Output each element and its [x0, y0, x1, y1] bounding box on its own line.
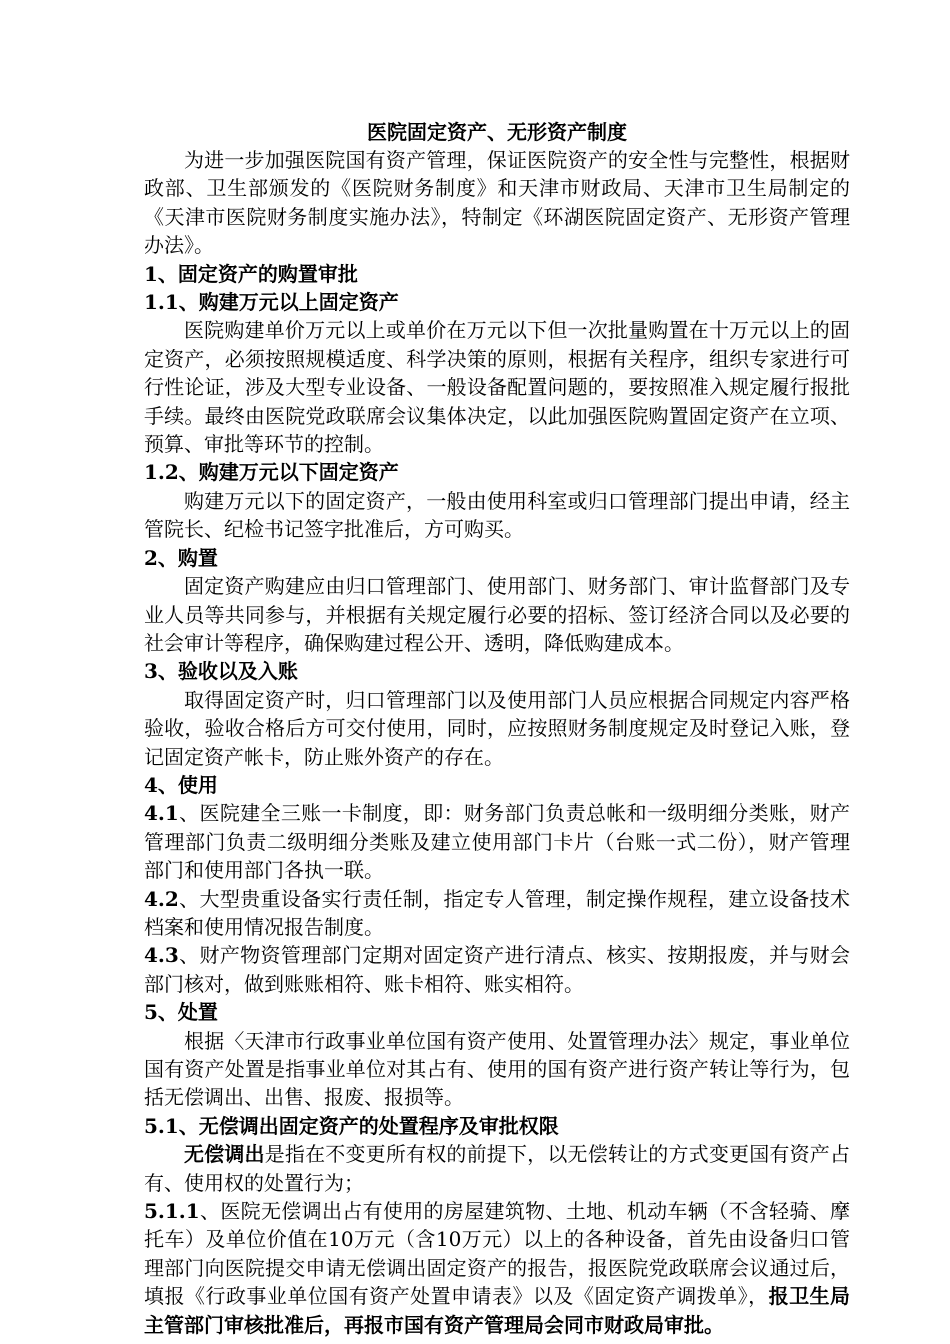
- item-5-1-1-number: 5.1.1: [144, 1199, 200, 1224]
- item-4-1: [144, 799, 850, 884]
- section-5-heading: 5、处置: [144, 1000, 218, 1025]
- item-4-2-number: 4.2: [144, 886, 179, 911]
- section-2-heading: 2、购置: [144, 545, 218, 570]
- section-3-heading: 3、验收以及入账: [144, 659, 298, 684]
- item-4-1-number: 4.1: [144, 801, 179, 826]
- section-3-paragraph: 取得固定资产时，归口管理部门以及使用部门人员应根据合同规定内容严格验收，验收合格后方可交付使用，同时，应按照财务制度规定及时登记入账，登记固定资产帐卡，防止账外资产的存在。: [144, 687, 850, 769]
- section-5-paragraph: 根据〈天津市行政事业单位国有资产使用、处置管理办法〉规定，事业单位国有资产处置是指事业单位对其占有、使用的国有资产进行资产转让等行为，包括无偿调出、出售、报废、报损等。: [144, 1028, 850, 1110]
- item-5-1-1: [144, 1197, 850, 1339]
- section-5-1-heading: 5.1、无偿调出固定资产的处置程序及审批权限: [144, 1113, 559, 1138]
- item-5-1-1-text: 、医院无偿调出占有使用的房屋建筑物、土地、机动车辆（不含轻骑、摩托车）及单位价值在10万元（含10万元）以上的各种设备，首先由设备归口管理部门向医院提交申请无偿调出固定资产的报告，报医院党政联席会议通过后，填报《行政事业单位国有资产处置申请表》以及《固定资产调拨单》，: [144, 1199, 850, 1309]
- item-4-1-text: 、医院建全三账一卡制度，即：财务部门负责总帐和一级明细分类账，财产管理部门负责二级明细分类账及建立使用部门卡片（台账一式二份），财产管理部门和使用部门各执一联。: [144, 801, 850, 883]
- item-5-1-1-bold-text: 报卫生局主管部门审核批准后，再报市国有资产管理局会同市财政局审批。: [144, 1284, 851, 1337]
- section-1-1-paragraph: 医院购建单价万元以上或单价在万元以下但一次批量购置在十万元以上的固定资产，必须按照规模适度、科学决策的原则，根据有关程序，组织专家进行可行性论证，涉及大型专业设备、一般设备配置问题的，要按照准入规定履行报批手续。最终由医院党政联席会议集体决定，以此加强医院购置固定资产在立项、预算、审批等环节的控制。: [144, 318, 850, 457]
- section-5-1-paragraph: [144, 1140, 850, 1197]
- section-5-1-term: 无偿调出: [184, 1142, 265, 1167]
- item-4-2: [144, 885, 850, 942]
- section-1-2-paragraph: 购建万元以下的固定资产，一般由使用科室或归口管理部门提出申请，经主管院长、纪检书记签字批准后，方可购买。: [144, 488, 850, 542]
- item-4-3: [144, 941, 850, 998]
- section-1-1-heading: 1.1、购建万元以上固定资产: [144, 290, 399, 315]
- intro-paragraph: 为进一步加强医院国有资产管理，保证医院资产的安全性与完整性，根据财政部、卫生部颁发的《医院财务制度》和天津市财政局、天津市卫生局制定的《天津市医院财务制度实施办法》，特制定《环湖医院固定资产、无形资产管理办法》。: [144, 148, 850, 258]
- section-1-heading: 1、固定资产的购置审批: [144, 261, 358, 286]
- item-4-3-number: 4.3: [144, 943, 179, 968]
- section-5-1-text: 是指在不变更所有权的前提下，以无偿转让的方式变更国有资产占有、使用权的处置行为；: [144, 1142, 850, 1195]
- section-1-2-heading: 1.2、购建万元以下固定资产: [144, 460, 399, 485]
- section-4-heading: 4、使用: [144, 772, 218, 797]
- section-2-paragraph: 固定资产购建应由归口管理部门、使用部门、财务部门、审计监督部门及专业人员等共同参与，并根据有关规定履行必要的招标、签订经济合同以及必要的社会审计等程序，确保购建过程公开、透明，降低购建成本。: [144, 574, 850, 655]
- item-4-2-text: 、大型贵重设备实行责任制，指定专人管理，制定操作规程，建立设备技术档案和使用情况报告制度。: [144, 886, 850, 939]
- document-title: 医院固定资产、无形资产制度: [367, 120, 627, 144]
- item-4-3-text: 、财产物资管理部门定期对固定资产进行清点、核实、按期报废，并与财会部门核对，做到账账相符、账卡相符、账实相符。: [144, 943, 850, 996]
